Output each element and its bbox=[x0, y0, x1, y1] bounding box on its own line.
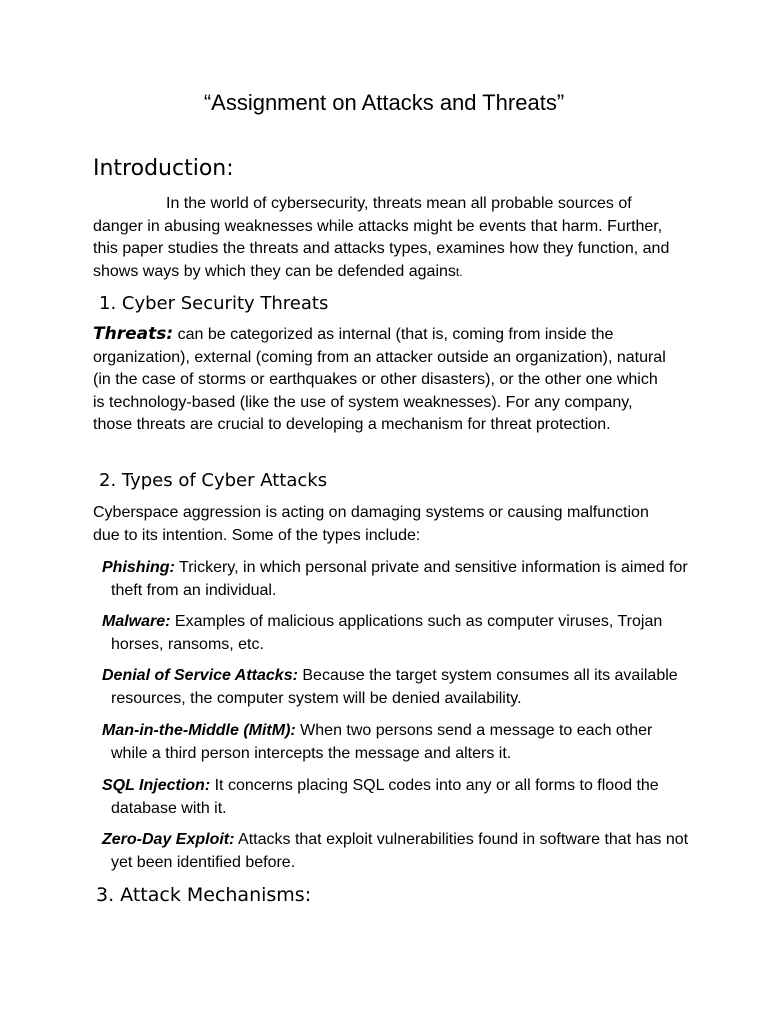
attack-term: Denial of Service Attacks: bbox=[102, 667, 298, 684]
attack-description: Because the target system consumes all its available resources, the computer system will be denied availability. bbox=[111, 667, 678, 707]
introduction-heading: Introduction: bbox=[93, 156, 234, 181]
attack-item-denial-of-service bbox=[102, 665, 691, 710]
attack-item-zero-day-exploit bbox=[102, 829, 691, 874]
attack-description: It concerns placing SQL codes into any or all forms to flood the database with it. bbox=[111, 777, 659, 817]
threats-paragraph bbox=[93, 323, 673, 437]
attack-term: SQL Injection: bbox=[102, 777, 211, 794]
section-1-heading: 1. Cyber Security Threats bbox=[99, 293, 329, 314]
attack-term: Zero-Day Exploit: bbox=[102, 831, 235, 848]
attack-item-phishing bbox=[102, 557, 691, 602]
attack-term: Man-in-the-Middle (MitM): bbox=[102, 722, 296, 739]
attack-term: Malware: bbox=[102, 613, 171, 630]
introduction-body-tail: t. bbox=[455, 264, 463, 279]
attack-item-sql-injection bbox=[102, 775, 691, 820]
attack-types-intro: Cyberspace aggression is acting on damaging systems or causing malfunction due to its intention. Some of the types include: bbox=[93, 504, 649, 544]
document-title: “Assignment on Attacks and Threats” bbox=[203, 90, 565, 115]
threats-term: Threats: bbox=[93, 324, 174, 344]
introduction-paragraph bbox=[93, 193, 673, 283]
section-2-heading: 2. Types of Cyber Attacks bbox=[99, 470, 328, 491]
attack-item-malware bbox=[102, 611, 691, 656]
attack-description: Attacks that exploit vulnerabilities found in software that has not yet been identified before. bbox=[111, 831, 689, 871]
attack-description: Trickery, in which personal private and sensitive information is aimed for theft from an individual. bbox=[111, 559, 688, 599]
section-3-heading: 3. Attack Mechanisms: bbox=[96, 884, 312, 906]
attack-item-man-in-the-middle bbox=[102, 720, 691, 765]
introduction-body: In the world of cybersecurity, threats mean all probable sources of danger in abusing weaknesses while attacks might be events that harm. Further, this paper studies the threats and attacks types, examines how they function, and shows ways by which they can be defended agains bbox=[93, 195, 670, 280]
attack-description: Examples of malicious applications such as computer viruses, Trojan horses, ransoms, etc. bbox=[111, 613, 663, 653]
threats-body: can be categorized as internal (that is, coming from inside the organization), external (coming from an attacker outside an organization), natural (in the case of storms or earthquakes or other disasters), or the other one which is technology-based (like the use of system weaknesses). For any company, those threats are crucial to developing a mechanism for threat protection. bbox=[93, 326, 666, 433]
attack-description: When two persons send a message to each other while a third person intercepts the message and alters it. bbox=[111, 722, 653, 762]
attack-term: Phishing: bbox=[102, 559, 175, 576]
